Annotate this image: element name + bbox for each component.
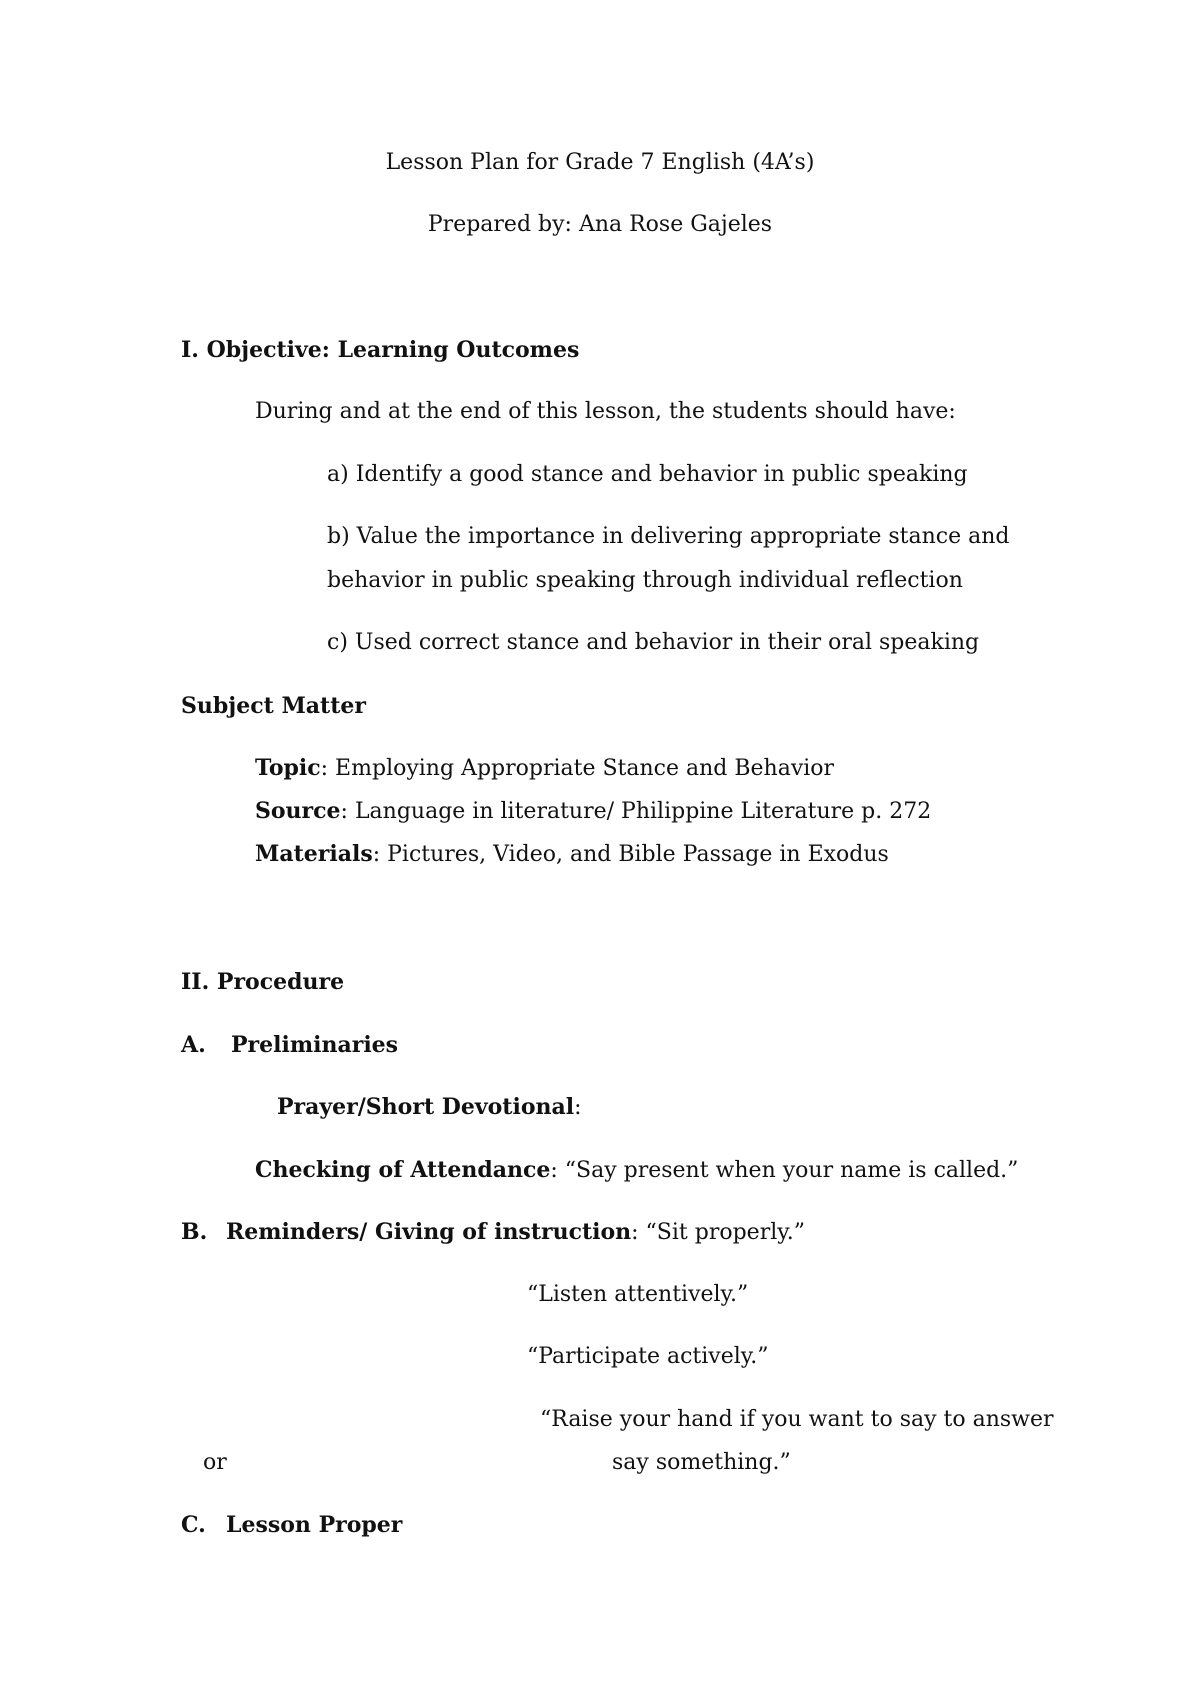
section-b-marker: B.	[181, 1219, 208, 1245]
attendance-value: : “Say present when your name is called.”	[550, 1158, 1019, 1183]
prayer-label: Prayer/Short Devotional	[277, 1094, 575, 1120]
topic-line	[255, 753, 834, 784]
section-b-line	[226, 1217, 805, 1248]
reminder-4-line1: “Raise your hand if you want to say to answer	[540, 1407, 1054, 1432]
prepared-by: Prepared by: Ana Rose Gajeles	[427, 212, 773, 237]
reminder-3: “Participate actively.”	[527, 1344, 769, 1369]
objective-item-b-line2: behavior in public speaking through individual reflection	[327, 568, 963, 593]
reminder-1: : “Sit properly.”	[631, 1220, 805, 1245]
materials-line	[255, 839, 889, 870]
objective-heading: I. Objective: Learning Outcomes	[181, 337, 580, 363]
objective-intro: During and at the end of this lesson, the students should have:	[255, 399, 956, 424]
source-label: Source	[255, 798, 341, 824]
materials-value: : Pictures, Video, and Bible Passage in Exodus	[372, 842, 889, 867]
section-a-heading: Preliminaries	[231, 1032, 399, 1058]
section-c-heading: Lesson Proper	[226, 1512, 403, 1538]
document-title: Lesson Plan for Grade 7 English (4A’s)	[385, 150, 815, 175]
attendance-label: Checking of Attendance	[255, 1157, 551, 1183]
reminder-2: “Listen attentively.”	[527, 1282, 749, 1307]
source-line	[255, 796, 931, 827]
prayer-line: Prayer/Short Devotional:	[277, 1094, 582, 1120]
objective-item-b-line1: b) Value the importance in delivering appropriate stance and	[327, 524, 1010, 549]
reminder-4-or: or	[203, 1450, 227, 1475]
subject-matter-heading: Subject Matter	[181, 693, 366, 719]
attendance-line	[255, 1155, 1018, 1186]
objective-item-c: c) Used correct stance and behavior in their oral speaking	[327, 630, 980, 655]
objective-item-a: a) Identify a good stance and behavior in public speaking	[327, 462, 968, 487]
topic-label: Topic	[255, 755, 321, 781]
reminder-4-line2: say something.”	[612, 1450, 791, 1475]
topic-value: : Employing Appropriate Stance and Behavior	[320, 756, 835, 781]
materials-label: Materials	[255, 841, 373, 867]
section-b-heading: Reminders/ Giving of instruction	[226, 1219, 632, 1245]
procedure-heading: II. Procedure	[181, 969, 345, 995]
source-value: : Language in literature/ Philippine Literature p. 272	[340, 799, 932, 824]
section-c-marker: C.	[181, 1512, 206, 1538]
section-a-marker: A.	[181, 1032, 206, 1058]
